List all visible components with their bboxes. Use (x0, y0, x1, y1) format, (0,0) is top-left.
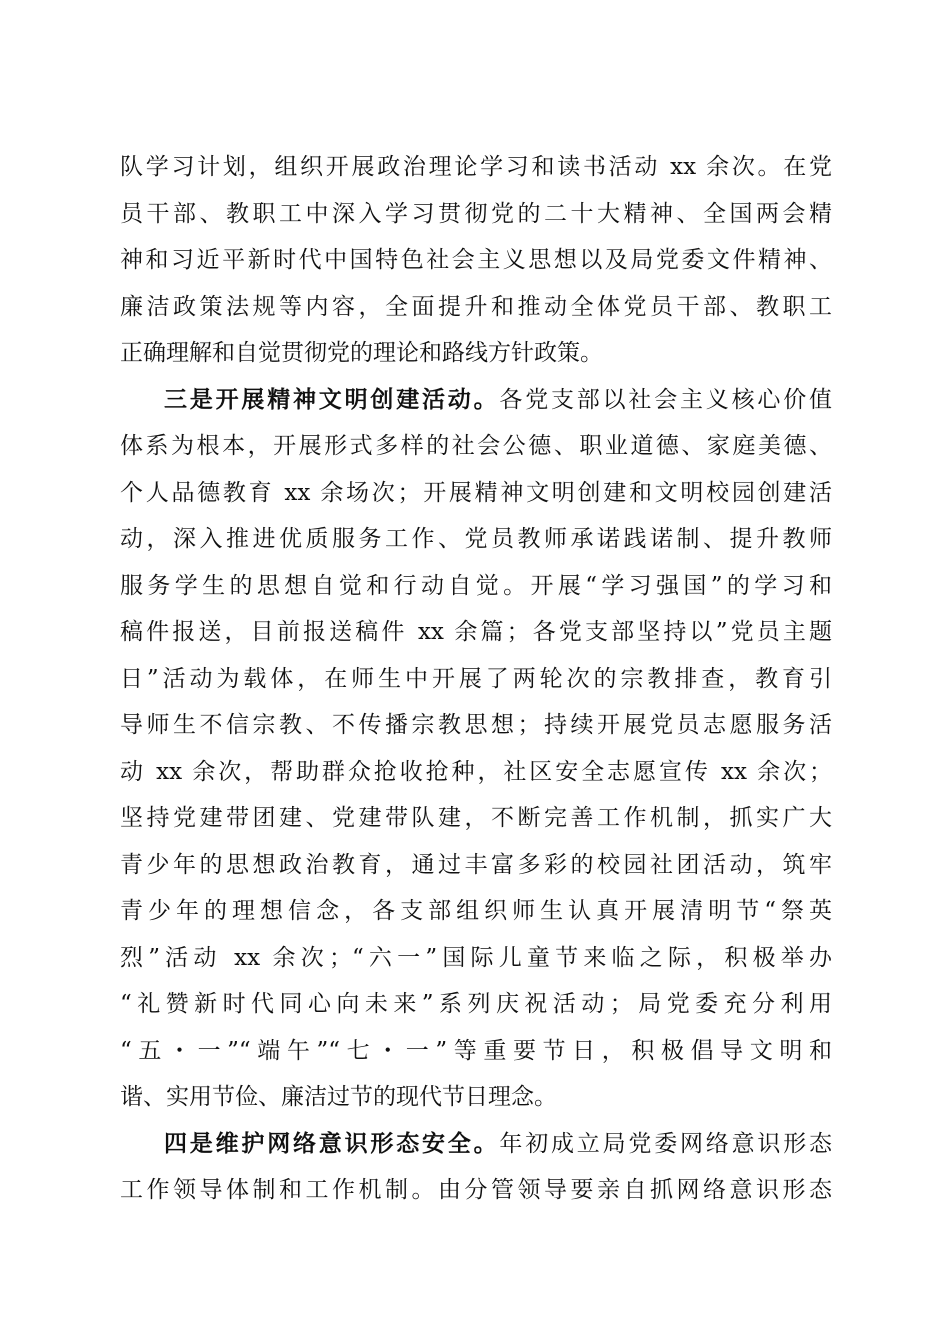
text-line: 日”活动为载体，在师生中开展了两轮次的宗教排查，教育引 (120, 665, 832, 692)
text-line: 烈”活动 xx 余次；“六一”国际儿童节来临之际，积极举办 (120, 944, 832, 971)
text-line: 廉洁政策法规等内容，全面提升和推动全体党员干部、教职工 (120, 293, 832, 320)
text-line: “五・一”“端午”“七・一”等重要节日，积极倡导文明和 (120, 1037, 832, 1064)
heading-line-rest: 各党支部以社会主义核心价值 (499, 386, 833, 413)
text-line: 青少年的思想政治教育，通过丰富多彩的校园社团活动，筑牢 (120, 851, 832, 878)
text-line: 稿件报送，目前报送稿件 xx 余篇；各党支部坚持以”党员主题 (120, 619, 832, 645)
text-line: 体系为根本，开展形式多样的社会公德、职业道德、家庭美德、 (120, 433, 832, 459)
paragraph-network-security (120, 1121, 832, 1214)
text-line: 动 xx 余次，帮助群众抢收抢种，社区安全志愿宣传 xx 余次； (120, 758, 832, 785)
text-line: 服务学生的思想自觉和行动自觉。开展“学习强国”的学习和 (120, 572, 832, 599)
paragraph-heading: 四是维护网络意识形态安全。 (164, 1129, 500, 1157)
text-line: 员干部、教职工中深入学习贯彻党的二十大精神、全国两会精 (120, 200, 832, 227)
text-line: 动，深入推进优质服务工作、党员教师承诺践诺制、提升教师 (120, 526, 832, 552)
paragraph-spiritual-civilization (120, 377, 832, 1121)
text-line: 个人品德教育 xx 余场次；开展精神文明创建和文明校园创建活 (120, 479, 832, 506)
paragraph-heading: 三是开展精神文明创建活动。 (164, 385, 500, 413)
text-line: “礼赞新时代同心向未来”系列庆祝活动；局党委充分利用 (120, 991, 832, 1017)
text-line: 导师生不信宗教、不传播宗教思想；持续开展党员志愿服务活 (120, 712, 832, 738)
document-body (120, 144, 832, 1214)
heading-line-rest: 年初成立局党委网络意识形态 (499, 1130, 833, 1157)
text-line (120, 1121, 832, 1168)
paragraph-study-plan (120, 144, 832, 377)
text-line: 工作领导体制和工作机制。由分管领导要亲自抓网络意识形态 (120, 1177, 832, 1203)
text-line: 神和习近平新时代中国特色社会主义思想以及局党委文件精神、 (120, 247, 832, 273)
text-line (120, 377, 832, 424)
text-line: 青少年的理想信念，各支部组织师生认真开展清明节“祭英 (120, 898, 832, 924)
text-line: 坚持党建带团建、党建带队建，不断完善工作机制，抓实广大 (120, 805, 832, 831)
text-line: 正确理解和自觉贯彻党的理论和路线方针政策。 (120, 340, 603, 366)
text-line: 队学习计划，组织开展政治理论学习和读书活动 xx 余次。在党 (120, 154, 832, 180)
text-line: 谐、实用节俭、廉洁过节的现代节日理念。 (120, 1084, 557, 1110)
